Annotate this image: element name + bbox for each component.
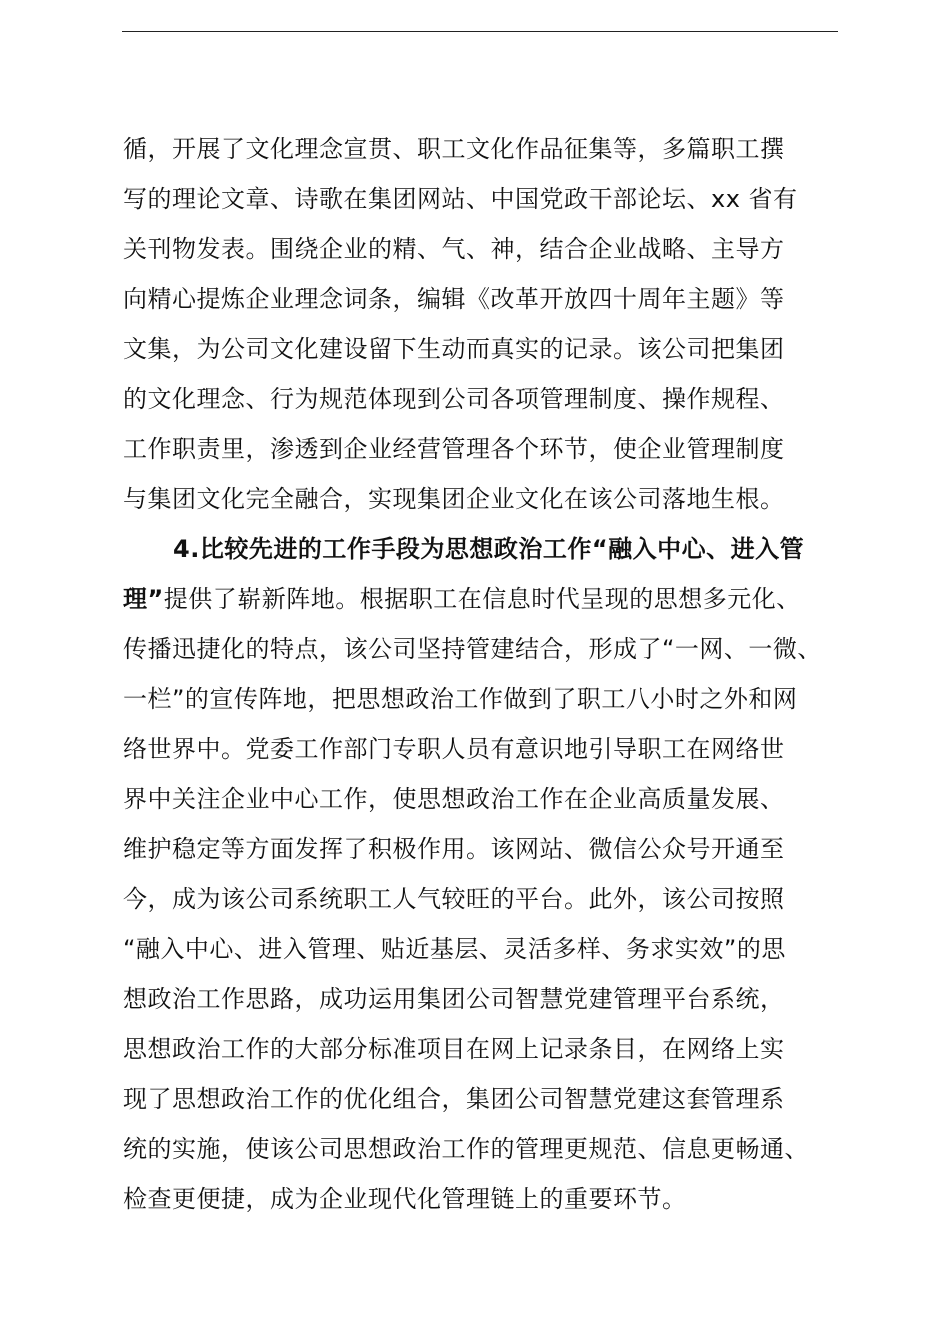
- text-line: 文集，为公司文化建设留下生动而真实的记录。该公司把集团: [123, 335, 785, 363]
- section-heading-tail: 理”: [123, 585, 164, 613]
- paragraph-work-methods: [123, 524, 851, 1224]
- text-line-rest: 提供了崭新阵地。根据职工在信息时代呈现的思想多元化、: [163, 585, 801, 613]
- text-line: 的文化理念、行为规范体现到公司各项管理制度、操作规程、: [123, 385, 785, 413]
- text-line: 现了思想政治工作的优化组合，集团公司智慧党建这套管理系: [123, 1085, 785, 1113]
- text-line: 络世界中。党委工作部门专职人员有意识地引导职工在网络世: [123, 735, 785, 763]
- text-line: 传播迅捷化的特点，该公司坚持管建结合，形成了“一网、一微、: [123, 635, 822, 663]
- text-line: 一栏”的宣传阵地，把思想政治工作做到了职工八小时之外和网: [123, 685, 798, 713]
- text-line: [123, 574, 851, 624]
- text-line: 统的实施，使该公司思想政治工作的管理更规范、信息更畅通、: [123, 1135, 809, 1163]
- text-line: 维护稳定等方面发挥了积极作用。该网站、微信公众号开通至: [123, 835, 785, 863]
- text-line: 循，开展了文化理念宣贯、职工文化作品征集等，多篇职工撰: [123, 135, 785, 163]
- text-line: 界中关注企业中心工作，使思想政治工作在企业高质量发展、: [123, 785, 785, 813]
- paragraph-culture: [123, 124, 851, 524]
- document-body: [123, 124, 851, 1224]
- text-line: 写的理论文章、诗歌在集团网站、中国党政干部论坛、xx 省有: [123, 185, 798, 213]
- text-line: “融入中心、进入管理、贴近基层、灵活多样、务求实效”的思: [123, 935, 786, 963]
- text-line: 与集团文化完全融合，实现集团企业文化在该公司落地生根。: [123, 485, 785, 513]
- text-line: 工作职责里，渗透到企业经营管理各个环节，使企业管理制度: [123, 435, 785, 463]
- text-line: 今，成为该公司系统职工人气较旺的平台。此外，该公司按照: [123, 885, 785, 913]
- text-line: 思想政治工作的大部分标准项目在网上记录条目，在网络上实: [123, 1035, 785, 1063]
- text-line: 检查更便捷，成为企业现代化管理链上的重要环节。: [123, 1185, 687, 1213]
- text-line: 想政治工作思路，成功运用集团公司智慧党建管理平台系统，: [123, 985, 785, 1013]
- text-line: 关刊物发表。围绕企业的精、气、神，结合企业战略、主导方: [123, 235, 785, 263]
- header-rule: [122, 31, 838, 32]
- section-heading-line: 4.比较先进的工作手段为思想政治工作“融入中心、进入管: [173, 535, 805, 563]
- text-line: 向精心提炼企业理念词条，编辑《改革开放四十周年主题》等: [123, 285, 785, 313]
